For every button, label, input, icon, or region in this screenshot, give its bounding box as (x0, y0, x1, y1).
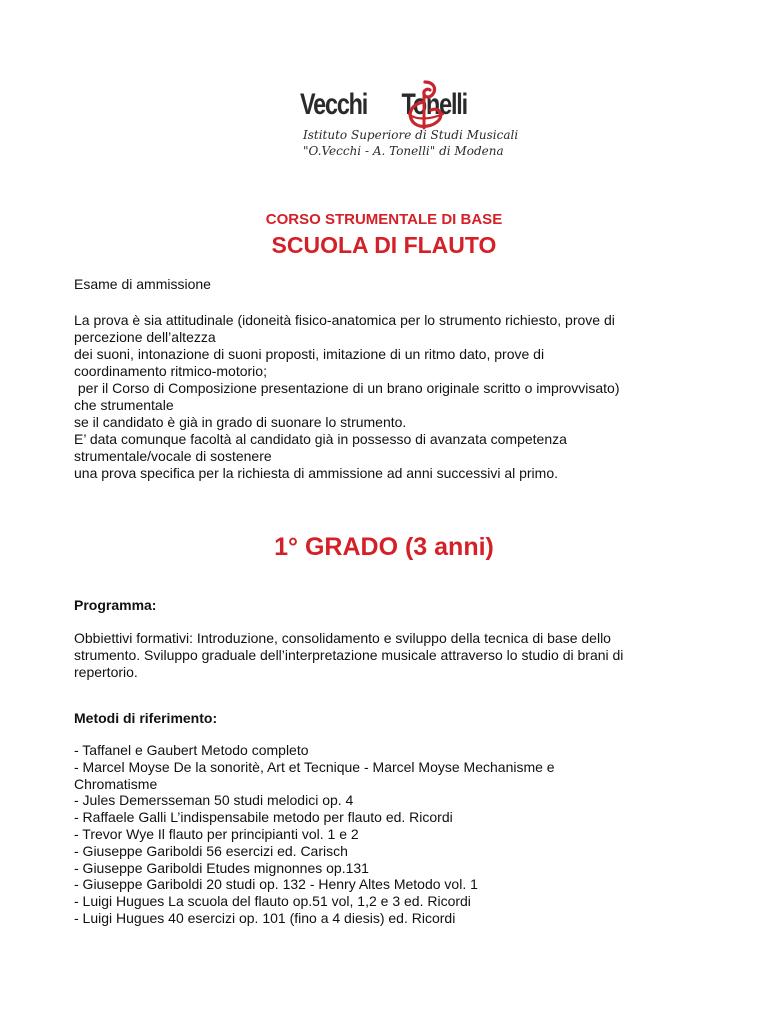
methods-label: Metodi di riferimento: (74, 710, 218, 726)
list-item: - Raffaele Galli L’indispensabile metodo per flauto ed. Ricordi (74, 809, 453, 826)
list-item: - Giuseppe Gariboldi Etudes mignonnes op.131 (74, 859, 369, 876)
list-item: - Luigi Hugues 40 esercizi op. 101 (fino a 4 diesis) ed. Ricordi (74, 909, 456, 926)
list-item: - Jules Demersseman 50 studi melodici op. 4 (74, 792, 354, 809)
list-item: - Luigi Hugues La scuola del flauto op.51 vol, 1,2 e 3 ed. Ricordi (74, 893, 471, 910)
list-item: - Trevor Wye Il flauto per principianti vol. 1 e 2 (74, 825, 359, 842)
objectives-line: repertorio. (74, 664, 138, 680)
logo-name-right: Tonelli (401, 88, 467, 121)
intro-line: una prova specifica per la richiesta di ammissione ad anni successivi al primo. (74, 465, 558, 481)
objectives-line: strumento. Sviluppo graduale dell’interpretazione musicale attraverso lo studio di brani di (74, 647, 624, 663)
objectives-line: Obbiettivi formativi: Introduzione, consolidamento e sviluppo della tecnica di base dello (74, 630, 611, 646)
program-label: Programma: (74, 597, 157, 613)
list-item: - Marcel Moyse De la sonoritè, Art et Tecnique - Marcel Moyse Mechanisme e (74, 758, 555, 775)
intro-line: La prova è sia attitudinale (idoneità fisico-anatomica per lo strumento richiesto, prove di (74, 312, 615, 328)
intro-line: strumentale/vocale di sostenere (74, 448, 272, 464)
logo-subtitle-line1: Istituto Superiore di Studi Musicali (303, 128, 519, 142)
intro-line: se il candidato è già in grado di suonare lo strumento. (74, 414, 407, 430)
exam-label: Esame di ammissione (74, 276, 211, 292)
institute-logo (300, 78, 519, 164)
intro-line: dei suoni, intonazione di suoni proposti, imitazione di un ritmo dato, prove di (74, 346, 545, 362)
methods-list (74, 742, 714, 927)
intro-line: E’ data comunque facoltà al candidato già in possesso di avanzata competenza (74, 431, 567, 447)
course-kicker: CORSO STRUMENTALE DI BASE (265, 211, 503, 228)
list-item: Chromatisme (74, 775, 158, 792)
intro-line: percezione dell’altezza (74, 329, 216, 345)
logo-subtitle-line2: "O.Vecchi - A. Tonelli" di Modena (303, 144, 504, 158)
list-item: - Giuseppe Gariboldi 20 studi op. 132 - Henry Altes Metodo vol. 1 (74, 876, 478, 893)
intro-line: coordinamento ritmico-motorio; (74, 363, 267, 379)
grade-heading: 1° GRADO (3 anni) (274, 533, 494, 561)
clef-logo-icon (403, 80, 447, 132)
page-title: SCUOLA DI FLAUTO (271, 232, 497, 258)
logo-name-left: Vecchi (300, 88, 368, 121)
list-item: - Giuseppe Gariboldi 56 esercizi ed. Carisch (74, 842, 348, 859)
intro-line: che strumentale (74, 397, 174, 413)
list-item: - Taffanel e Gaubert Metodo completo (74, 742, 309, 758)
intro-line: per il Corso di Composizione presentazione di un brano originale scritto o improvvisato) (74, 380, 620, 396)
